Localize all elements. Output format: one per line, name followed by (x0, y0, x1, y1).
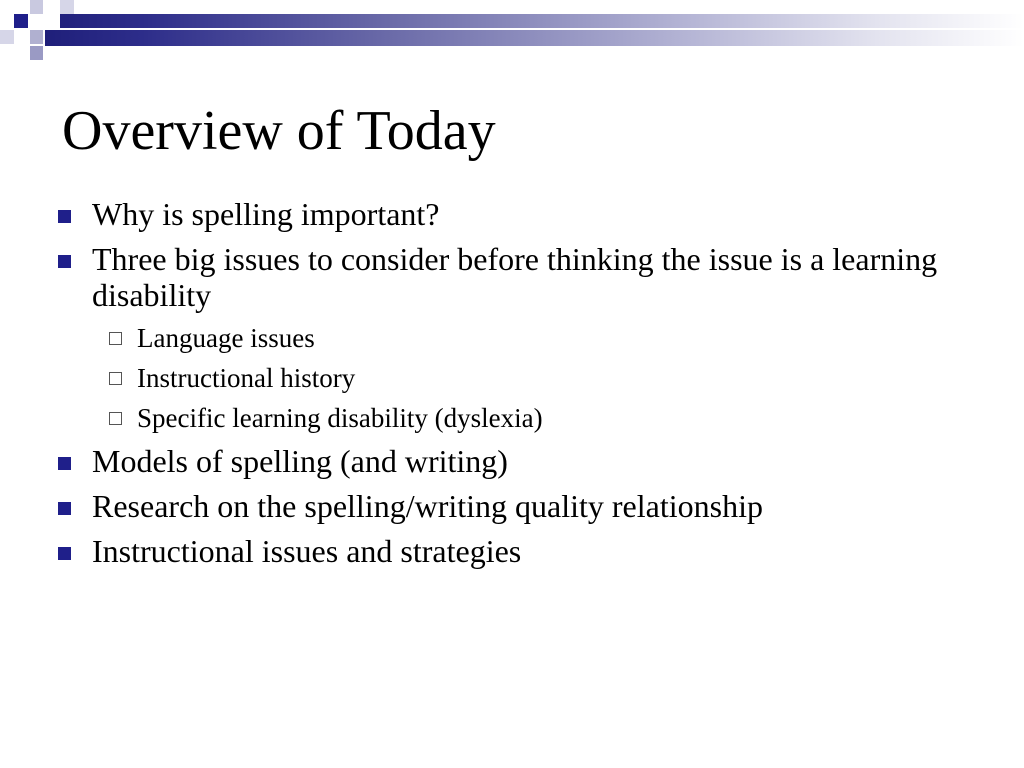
bullet-item (55, 533, 985, 569)
bullet-item (55, 443, 985, 479)
bullet-text: Three big issues to consider before thinking the issue is a learning disability (92, 241, 938, 313)
square-bullet-icon (58, 210, 71, 223)
sub-bullet-item (100, 362, 985, 394)
decor-square-6 (30, 46, 44, 60)
square-bullet-icon (58, 502, 71, 515)
decor-square-3 (30, 30, 44, 44)
gradient-banner (44, 14, 1024, 46)
hollow-square-bullet-icon (109, 332, 122, 345)
hollow-square-bullet-icon (109, 412, 122, 425)
bullet-text: Why is spelling important? (92, 196, 440, 232)
sub-bullet-text: Language issues (137, 323, 315, 353)
hollow-square-bullet-icon (109, 372, 122, 385)
decor-square-7 (0, 30, 14, 44)
grid-line (28, 0, 30, 62)
square-bullet-icon (58, 255, 71, 268)
decor-square-2 (30, 0, 44, 14)
grid-line (0, 28, 1024, 30)
sub-bullet-list (100, 322, 985, 434)
slide-title: Overview of Today (62, 100, 496, 162)
bullet-text: Models of spelling (and writing) (92, 443, 508, 479)
bullet-text: Instructional issues and strategies (92, 533, 522, 569)
bullet-item (55, 196, 985, 232)
square-bullet-icon (58, 547, 71, 560)
bullet-item (55, 488, 985, 524)
sub-bullet-item (100, 402, 985, 434)
header-decoration (0, 0, 1024, 70)
sub-bullet-text: Instructional history (137, 363, 356, 393)
bullet-list (55, 196, 985, 578)
sub-bullet-item (100, 322, 985, 354)
bullet-text: Research on the spelling/writing quality relationship (92, 488, 763, 524)
grid-line (43, 0, 45, 62)
sub-bullet-text: Specific learning disability (dyslexia) (137, 403, 543, 433)
decor-square-5 (60, 0, 74, 14)
bullet-item (55, 241, 985, 434)
square-bullet-icon (58, 457, 71, 470)
